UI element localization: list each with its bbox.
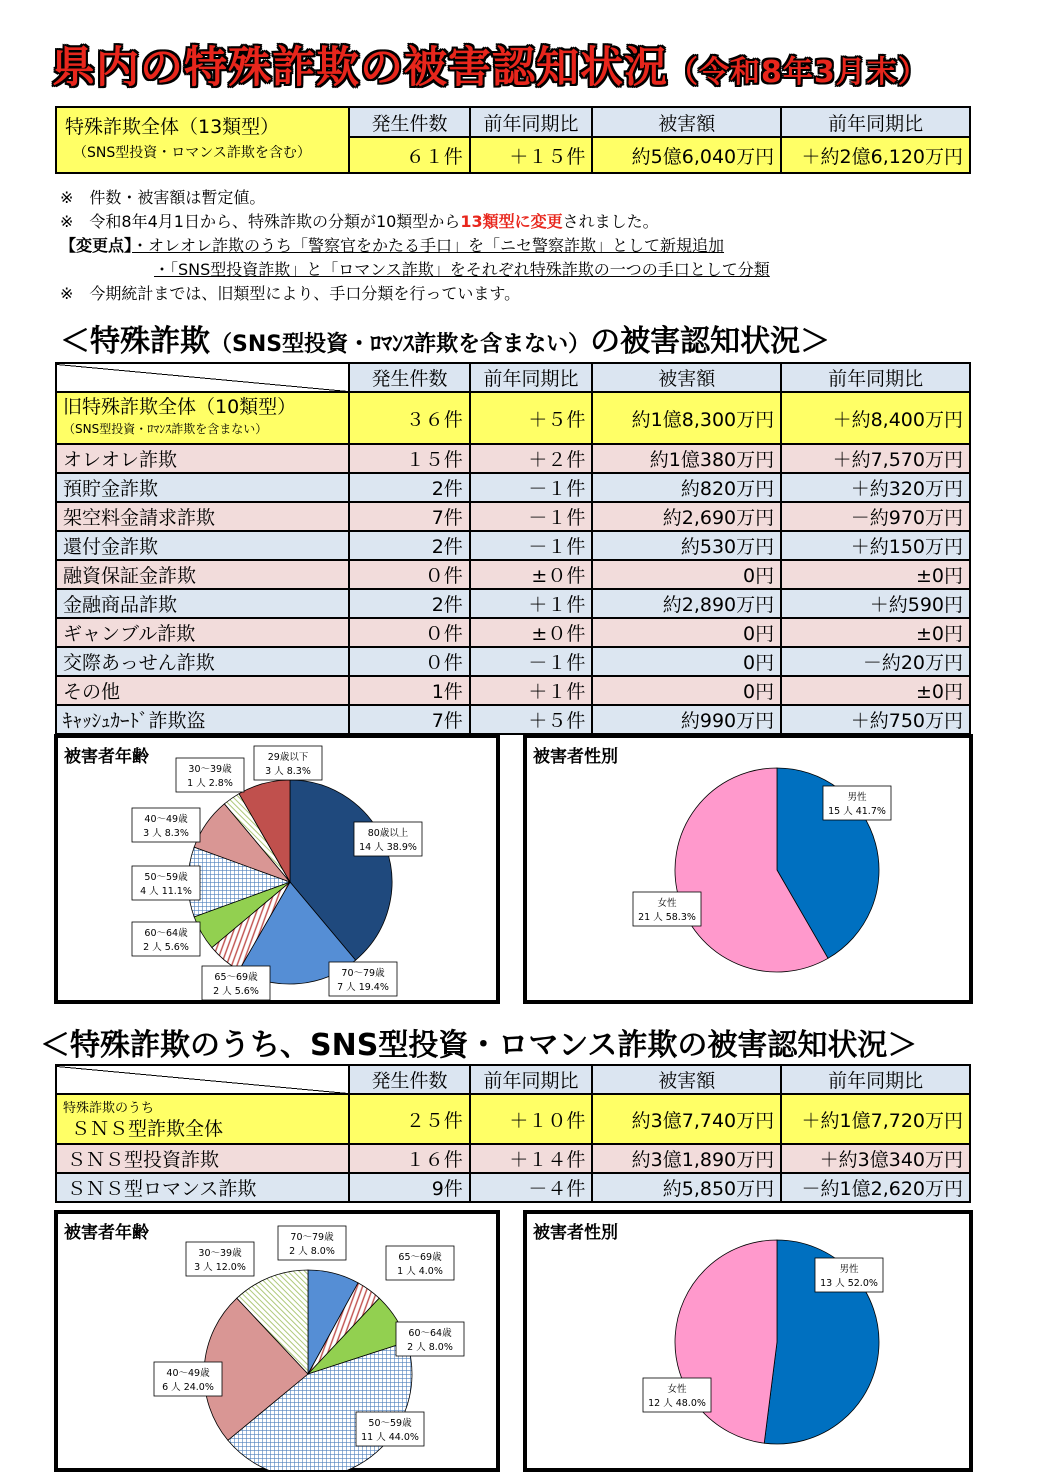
row-damage: 約5,850万円 [592,1173,781,1202]
row-damage-change: ±0円 [781,618,970,647]
slice-category: 女性 [667,1384,687,1395]
slice-value: 11 人 44.0% [361,1432,419,1443]
table1-header: 前年同期比 [781,363,970,392]
slice-value: 12 人 48.0% [648,1398,706,1409]
slice-category: 40～49歳 [144,814,188,825]
row-count: １５件 [349,444,470,473]
note-3-text: ・オレオレ詐欺のうち「警察官をかたる手口」を「ニセ警察詐欺」として新規追加 [132,236,725,255]
table1-total-label1: 旧特殊詐欺全体（10類型） [63,396,297,418]
slice-category: 男性 [839,1264,859,1275]
slice-label [176,758,244,792]
chart-title: 被害者性別 [533,1223,618,1243]
gender-chart-1 [523,734,973,1004]
age-pie-1 [58,738,498,1002]
slice-value: 21 人 58.3% [638,912,696,923]
slice-category: 40～49歳 [166,1368,210,1379]
table2-row [56,1173,970,1202]
table1-total-count-change: ＋５件 [470,392,593,444]
row-label: オレオレ詐欺 [56,444,349,473]
table2-total-damage: 約3億7,740万円 [592,1094,781,1144]
row-count-change: ＋１４件 [470,1144,593,1173]
table2-total-label1: 特殊詐欺のうち [63,1101,155,1116]
slice-value: 1 人 4.0% [397,1266,443,1277]
row-damage: 約1億380万円 [592,444,781,473]
table2-header: 被害額 [592,1065,781,1094]
row-damage-change: ＋約590円 [781,589,970,618]
note-2-highlight: 13類型に変更 [460,212,563,231]
slice-value: 15 人 41.7% [828,806,886,817]
table1-row [56,444,970,473]
row-damage-change: ±0円 [781,676,970,705]
row-count-change: －１件 [470,647,593,676]
row-count-change: ±０件 [470,560,593,589]
row-label: ＳＮＳ型投資詐欺 [56,1144,349,1173]
table2-total-damage-change: ＋約1億7,720万円 [781,1094,970,1144]
slice-value: 4 人 11.1% [140,886,192,897]
slice-value: 14 人 38.9% [359,842,417,853]
slice-label [132,922,200,956]
row-count: 7件 [349,502,470,531]
slice-category: 30～39歳 [198,1248,242,1259]
slice-category: 60～64歳 [408,1328,452,1339]
slice-value: 6 人 24.0% [162,1382,214,1393]
row-damage: 約2,890万円 [592,589,781,618]
table1-total-damage-change: ＋約8,400万円 [781,392,970,444]
row-count-change: －１件 [470,502,593,531]
note-3-label: 【変更点】 [60,236,133,255]
table2-row [56,1144,970,1173]
table1-total-count: ３６件 [349,392,470,444]
table1-corner [56,363,349,392]
table1-row [56,676,970,705]
table2-total-label [56,1094,349,1144]
section1-title-a: ＜特殊詐欺 [60,324,210,359]
table1-total-row [56,392,970,444]
row-label: 交際あっせん詐欺 [56,647,349,676]
title-main: 県内の特殊詐欺の被害認知状況 [52,43,668,93]
slice-label [254,746,322,780]
row-count-change: ±０件 [470,618,593,647]
table1-row [56,531,970,560]
table1-row [56,589,970,618]
row-label: 還付金詐欺 [56,531,349,560]
table2-header: 前年同期比 [470,1065,593,1094]
slice-value: 1 人 2.8% [187,778,233,789]
slice-category: 女性 [657,898,677,909]
note-3 [60,234,1000,258]
row-label: ｷｬｯｼｭｶｰﾄﾞ詐欺盗 [56,705,349,734]
row-count: ０件 [349,647,470,676]
note-4 [60,258,1000,282]
row-label: ＳＮＳ型ロマンス詐欺 [56,1173,349,1202]
table1-row [56,705,970,734]
slice-category: 30～39歳 [188,764,232,775]
row-count-change: －４件 [470,1173,593,1202]
summary-damage-change: ＋約2億6,120万円 [781,137,970,173]
row-count-change: －１件 [470,473,593,502]
note-2 [60,210,1000,234]
slice-category: 70～79歳 [341,968,385,979]
table1-row [56,473,970,502]
table1-header: 被害額 [592,363,781,392]
section2-title-text: ＜特殊詐欺のうち、SNS型投資・ロマンス詐欺の被害認知状況＞ [40,1028,918,1063]
pie-slice [675,1240,777,1443]
slice-label [643,1378,711,1412]
summary-label-line2: （SNS型投資・ロマンス詐欺を含む） [73,145,311,161]
summary-header: 前年同期比 [781,107,970,137]
slice-label [329,962,397,996]
slice-label [278,1226,346,1260]
slice-category: 50～59歳 [368,1418,412,1429]
summary-count: ６１件 [349,137,470,173]
slice-label [815,1258,883,1292]
row-damage-change: ＋約150万円 [781,531,970,560]
slice-category: 70～79歳 [290,1232,334,1243]
row-count-change: ＋１件 [470,589,593,618]
row-damage-change: ＋約7,570万円 [781,444,970,473]
summary-table [55,106,971,174]
slice-label [354,822,422,856]
row-damage: 0円 [592,618,781,647]
slice-value: 3 人 8.3% [265,766,311,777]
table1-header: 前年同期比 [470,363,593,392]
slice-value: 3 人 12.0% [194,1262,246,1273]
row-label: 架空料金請求詐欺 [56,502,349,531]
chart-title: 被害者年齢 [64,1223,149,1243]
slice-label [132,866,200,900]
table2-total-label2: ＳＮＳ型詐欺全体 [71,1118,224,1140]
table1-total-label [56,392,349,444]
slice-category: 50～59歳 [144,872,188,883]
slice-category: 60～64歳 [144,928,188,939]
row-count-change: ＋２件 [470,444,593,473]
row-damage-change: －約970万円 [781,502,970,531]
summary-header: 前年同期比 [470,107,593,137]
slice-label [154,1362,222,1396]
note-2-post: されました。 [562,212,659,231]
row-damage: 約820万円 [592,473,781,502]
slice-label [633,892,701,926]
table2-total-count-change: ＋１０件 [470,1094,593,1144]
table1-row [56,647,970,676]
slice-label [356,1412,424,1446]
table1 [55,362,971,735]
row-damage-change: ±0円 [781,560,970,589]
row-count: 2件 [349,531,470,560]
slice-value: 2 人 5.6% [143,942,189,953]
row-damage: 約2,690万円 [592,502,781,531]
row-damage-change: ＋約320万円 [781,473,970,502]
page-title [52,40,992,96]
row-damage: 約3億1,890万円 [592,1144,781,1173]
table2-rows [56,1144,970,1202]
row-count-change: －１件 [470,531,593,560]
slice-category: 男性 [847,792,867,803]
slice-label [396,1322,464,1356]
slice-label [202,966,270,1000]
row-count-change: ＋５件 [470,705,593,734]
slice-category: 65～69歳 [214,972,258,983]
row-count: 1件 [349,676,470,705]
gender-chart-2 [523,1210,973,1472]
age-pie-2 [58,1214,498,1470]
slice-value: 13 人 52.0% [820,1278,878,1289]
row-label: ギャンブル詐欺 [56,618,349,647]
summary-header: 被害額 [592,107,781,137]
slice-label [823,786,891,820]
summary-label-line1: 特殊詐欺全体（13類型） [65,116,280,138]
row-damage: 0円 [592,560,781,589]
table1-header: 発生件数 [349,363,470,392]
chart-title: 被害者性別 [533,747,618,767]
row-damage-change: ＋約750万円 [781,705,970,734]
note-1: ※ 件数・被害額は暫定値。 [60,188,266,207]
age-chart-1 [54,734,500,1004]
row-count: 7件 [349,705,470,734]
slice-category: 29歳以下 [267,752,309,763]
row-damage: 0円 [592,647,781,676]
row-count-change: ＋１件 [470,676,593,705]
slice-value: 2 人 8.0% [407,1342,453,1353]
slice-value: 7 人 19.4% [337,982,389,993]
row-label: その他 [56,676,349,705]
row-count: ０件 [349,560,470,589]
summary-damage: 約5億6,040万円 [592,137,781,173]
slice-label [132,808,200,842]
table2-header: 発生件数 [349,1065,470,1094]
age-chart-2 [54,1210,500,1472]
note-2-pre: ※ 令和8年4月1日から、特殊詐欺の分類が10類型から [60,212,461,231]
title-suffix: （令和8年3月末） [668,55,929,90]
table2 [55,1064,971,1203]
table2-header: 前年同期比 [781,1065,970,1094]
table1-row [56,560,970,589]
gender-pie-1 [527,738,971,1002]
row-label: 融資保証金詐欺 [56,560,349,589]
row-count: 9件 [349,1173,470,1202]
table2-corner [56,1065,349,1094]
row-damage-change: －約20万円 [781,647,970,676]
chart-title: 被害者年齢 [64,747,149,767]
notes [60,186,1000,306]
table1-rows [56,444,970,734]
section1-title-c: の被害認知状況＞ [590,324,831,359]
note-4-text: ・「SNS型投資詐欺」と「ロマンス詐欺」をそれぞれ特殊詐欺の一つの手口として分類 [154,260,770,279]
summary-header: 発生件数 [349,107,470,137]
slice-category: 80歳以上 [367,828,409,839]
note-5: ※ 今期統計までは、旧類型により、手口分類を行っています。 [60,284,521,303]
row-damage-change: ＋約3億340万円 [781,1144,970,1173]
table1-row [56,502,970,531]
summary-label [56,107,349,173]
gender-pie-2 [527,1214,971,1470]
section1-title [60,316,830,360]
section2-title [40,1020,917,1064]
table2-total-row [56,1094,970,1144]
row-damage-change: －約1億2,620万円 [781,1173,970,1202]
table1-row [56,618,970,647]
slice-label [186,1242,254,1276]
summary-count-change: ＋１５件 [470,137,593,173]
slice-value: 2 人 5.6% [213,986,259,997]
row-count: 2件 [349,589,470,618]
row-count: 2件 [349,473,470,502]
table1-total-label2: （SNS型投資・ﾛﾏﾝｽ詐欺を含まない） [63,422,268,436]
row-label: 金融商品詐欺 [56,589,349,618]
row-damage: 0円 [592,676,781,705]
table1-total-damage: 約1億8,300万円 [592,392,781,444]
slice-category: 65～69歳 [398,1252,442,1263]
table2-total-count: ２５件 [349,1094,470,1144]
row-label: 預貯金詐欺 [56,473,349,502]
row-damage: 約530万円 [592,531,781,560]
slice-value: 2 人 8.0% [289,1246,335,1257]
row-damage: 約990万円 [592,705,781,734]
row-count: １６件 [349,1144,470,1173]
row-count: ０件 [349,618,470,647]
section1-title-b: （SNS型投資・ﾛﾏﾝｽ詐欺を含まない） [210,332,591,357]
slice-label [386,1246,454,1280]
slice-value: 3 人 8.3% [143,828,189,839]
